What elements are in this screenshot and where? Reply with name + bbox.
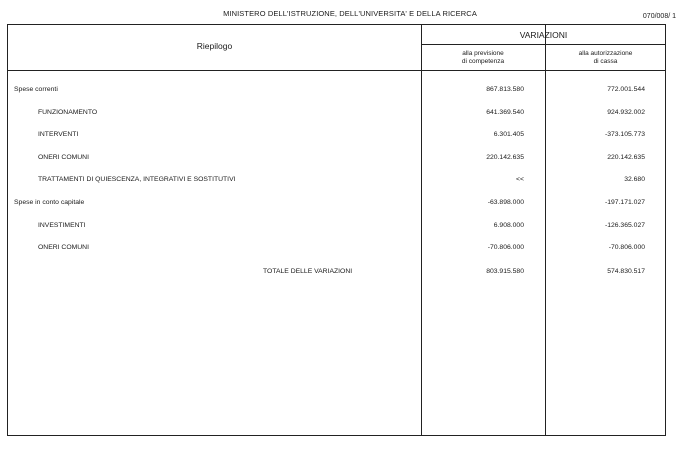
value-cassa: 574.830.517 xyxy=(607,268,645,275)
column-header-cassa xyxy=(545,50,666,66)
column-header-previsione xyxy=(421,50,545,66)
table-row-total xyxy=(8,268,665,279)
table-row xyxy=(8,222,665,233)
value-cassa: -373.105.773 xyxy=(604,131,645,138)
row-label: Spese in conto capitale xyxy=(14,199,85,206)
value-cassa: 772.001.544 xyxy=(607,86,645,93)
row-label: Spese correnti xyxy=(14,86,58,93)
column-header-riepilogo: Riepilogo xyxy=(196,41,233,51)
value-previsione: 6.301.405 xyxy=(493,131,524,138)
value-cassa: 32.680 xyxy=(624,176,645,183)
table-row xyxy=(8,109,665,120)
value-previsione: 803.915.580 xyxy=(486,268,524,275)
value-cassa: 924.932.002 xyxy=(607,109,645,116)
value-cassa: -197.171.027 xyxy=(604,199,645,206)
row-label: TRATTAMENTI DI QUIESCENZA, INTEGRATIVI E SOSTITUTIVI xyxy=(38,176,236,183)
column-header-cassa-line1: alla autorizzazione xyxy=(578,50,633,57)
value-cassa: -126.365.027 xyxy=(604,222,645,229)
row-label: INTERVENTI xyxy=(38,131,79,138)
header-divider xyxy=(421,44,665,45)
table-row xyxy=(8,199,665,210)
value-previsione: 6.908.000 xyxy=(493,222,524,229)
column-header-variazioni: VARIAZIONI xyxy=(519,30,568,40)
column-header-previsione-line2: di competenza xyxy=(461,58,505,65)
value-previsione: -63.898.000 xyxy=(487,199,524,206)
value-previsione: 220.142.635 xyxy=(486,154,524,161)
table-row xyxy=(8,154,665,165)
value-cassa: 220.142.635 xyxy=(607,154,645,161)
ministry-title: MINISTERO DELL'ISTRUZIONE, DELL'UNIVERSITA' E DELLA RICERCA xyxy=(223,9,477,18)
value-previsione: 641.369.540 xyxy=(486,109,524,116)
value-previsione: 867.813.580 xyxy=(486,86,524,93)
summary-table xyxy=(7,24,666,436)
column-header-previsione-line1: alla previsione xyxy=(462,50,504,57)
value-previsione: -70.806.000 xyxy=(487,244,524,251)
row-label: INVESTIMENTI xyxy=(38,222,86,229)
value-previsione: << xyxy=(516,176,524,183)
row-label: ONERI COMUNI xyxy=(38,154,89,161)
table-row xyxy=(8,131,665,142)
page-code: 070/008/ 1 xyxy=(642,13,676,20)
table-row xyxy=(8,176,665,187)
header-divider xyxy=(8,70,665,71)
column-header-cassa-line2: di cassa xyxy=(593,58,618,65)
total-label: TOTALE DELLE VARIAZIONI xyxy=(263,268,353,275)
row-label: FUNZIONAMENTO xyxy=(38,109,98,116)
value-cassa: -70.806.000 xyxy=(608,244,645,251)
table-row xyxy=(8,244,665,255)
row-label: ONERI COMUNI xyxy=(38,244,89,251)
table-row xyxy=(8,86,665,97)
